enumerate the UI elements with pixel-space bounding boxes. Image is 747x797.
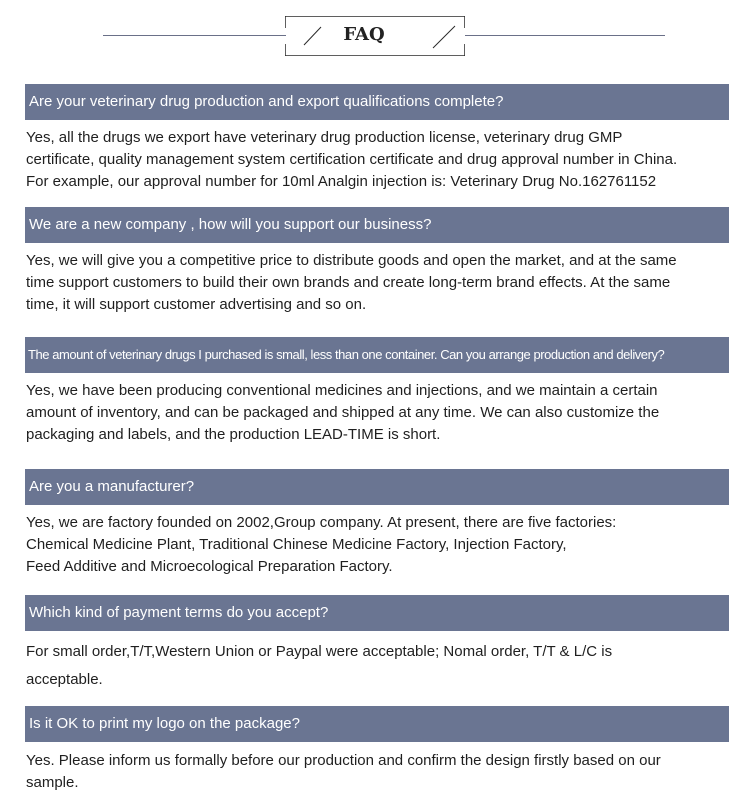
faq-answer-3 (26, 380, 734, 446)
answer-line: Yes. Please inform us formally before our production and confirm the design firstly based on our (26, 752, 661, 769)
answer-line: Yes, we are factory founded on 2002,Group company. At present, there are five factories: (26, 514, 617, 531)
faq-answer-5 (26, 638, 734, 694)
answer-line: time support customers to build their own brands and create long-term brand effects. At the same (26, 274, 671, 291)
answer-line: Yes, all the drugs we export have veterinary drug production license, veterinary drug GMP (26, 129, 623, 146)
faq-header (0, 0, 747, 70)
faq-answer-1 (26, 127, 734, 193)
page-title: FAQ (343, 24, 385, 45)
faq-answer-6 (26, 750, 734, 794)
header-divider-left (103, 35, 286, 36)
answer-line: sample. (26, 774, 79, 791)
faq-question-2: We are a new company , how will you support our business? (25, 207, 729, 243)
header-divider-right (465, 35, 665, 36)
answer-line: Yes, we have been producing conventional medicines and injections, and we maintain a certain (26, 382, 658, 399)
answer-line: amount of inventory, and can be packaged and shipped at any time. We can also customize the (26, 404, 660, 421)
faq-answer-4 (26, 512, 734, 578)
faq-question-3: The amount of veterinary drugs I purchased is small, less than one container. Can you arrange production and delivery? (25, 337, 729, 373)
answer-line: acceptable. (26, 671, 103, 688)
answer-line: For example, our approval number for 10ml Analgin injection is: Veterinary Drug No.162761152 (26, 173, 657, 190)
answer-line: certificate, quality management system certification certificate and drug approval number in China. (26, 151, 678, 168)
answer-line: Yes, we will give you a competitive price to distribute goods and open the market, and at the same (26, 252, 677, 269)
answer-line: Feed Additive and Microecological Preparation Factory. (26, 558, 393, 575)
answer-line: time, it will support customer advertising and so on. (26, 296, 367, 313)
faq-question-1: Are your veterinary drug production and export qualifications complete? (25, 84, 729, 120)
faq-question-5: Which kind of payment terms do you accept? (25, 595, 729, 631)
answer-line: packaging and labels, and the production LEAD-TIME is short. (26, 426, 441, 443)
faq-answer-2 (26, 250, 734, 316)
faq-question-4: Are you a manufacturer? (25, 469, 729, 505)
answer-line: Chemical Medicine Plant, Traditional Chinese Medicine Factory, Injection Factory, (26, 536, 567, 553)
answer-line: For small order,T/T,Western Union or Paypal were acceptable; Nomal order, T/T & L/C is (26, 643, 613, 660)
faq-question-6: Is it OK to print my logo on the package? (25, 706, 729, 742)
